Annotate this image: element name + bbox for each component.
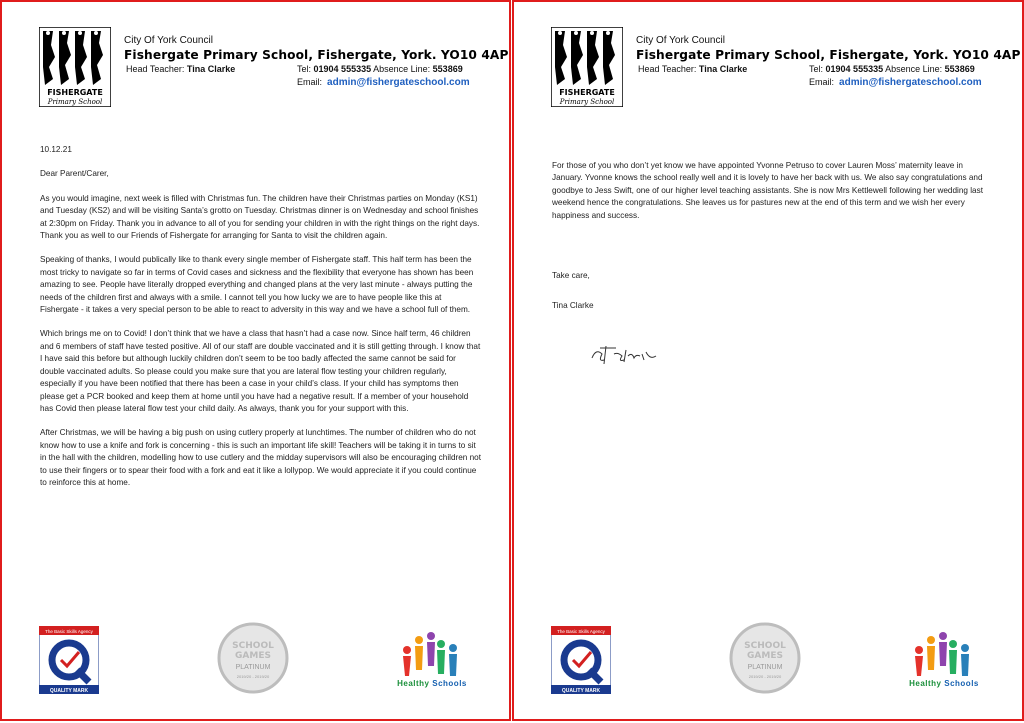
absence-label: Absence Line:	[885, 64, 943, 74]
tel-number: 01904 555335	[313, 64, 372, 74]
email-link[interactable]: admin@fishergateschool.com	[327, 77, 470, 88]
school-games-line1: SCHOOL	[744, 641, 786, 651]
school-games-platinum-logo-icon	[729, 622, 801, 694]
head-teacher-label: Head Teacher:	[638, 64, 697, 74]
svg-text:FISHERGATE: FISHERGATE	[47, 88, 103, 97]
quality-mark-bottom: QUALITY MARK	[49, 688, 89, 694]
schools-word: Schools	[944, 679, 979, 688]
signatory-name: Tina Clarke	[552, 301, 594, 311]
council-name: City Of York Council	[124, 35, 213, 46]
contact-row	[124, 64, 484, 76]
letter-body	[40, 144, 482, 501]
svg-text:FISHERGATE: FISHERGATE	[559, 88, 615, 97]
signature-icon	[588, 342, 668, 368]
signoff: Take care,	[552, 271, 590, 281]
tel-number: 01904 555335	[825, 64, 884, 74]
letter-page-1	[0, 0, 511, 721]
letter-date: 10.12.21	[40, 145, 72, 154]
quality-mark-bottom: QUALITY MARK	[561, 688, 601, 694]
school-games-line3: PLATINUM	[235, 664, 271, 671]
letter-body	[552, 160, 994, 317]
head-teacher	[126, 64, 235, 74]
svg-text:Primary School: Primary School	[47, 98, 103, 106]
school-games-line2: GAMES	[747, 651, 783, 661]
head-teacher-name: Tina Clarke	[186, 64, 236, 74]
school-logo-icon	[551, 27, 623, 107]
paragraph: After Christmas, we will be having a big push on using cutlery properly at lunchtimes. The number of children who do not know how to use a knife and fork is concerning - this is such an important life skill! Teachers will be taking it in turns to sit in the hall with the children, modelling how to use cutlery and the midday supervisors will also be encouraging children not to use their fingers or to spear their food with a fork and eat it like a lollypop. We would appreciate it if you could continue to reinforce this at home.	[40, 428, 482, 487]
email-label: Email:	[297, 77, 323, 87]
tel-label: Tel:	[809, 64, 824, 74]
head-teacher	[638, 64, 747, 74]
head-teacher-label: Head Teacher:	[126, 64, 185, 74]
healthy-schools-text	[387, 679, 477, 688]
school-games-platinum-logo-icon	[217, 622, 289, 694]
svg-text:Primary School: Primary School	[559, 98, 615, 106]
school-games-line2: GAMES	[235, 651, 271, 661]
email-row	[636, 77, 996, 88]
letterhead	[636, 35, 1021, 88]
phone-info	[809, 64, 975, 74]
school-logo-icon	[39, 27, 111, 107]
phone-info	[297, 64, 463, 74]
contact-row	[636, 64, 996, 76]
paragraph: Which brings me on to Covid! I don’t think that we have a class that hasn’t had a case now. Since half term, 46 children and 6 members of staff have tested positive. All of our staff are double vaccinated and it is still getting through. I know that I have said this before but although luckily children don’t seem to be too badly affected the same cannot be said for double vaccinated adults. So please could you make sure that you are lateral flow testing your children regularly, especially if you have been notified that there has been a case in your child’s class. If your child has symptoms then please get a PCR booked and keep them at home until you have had a negative result. If a member of your household has Covid then please lateral flow test your child daily. As always, thank you for your support with this.	[40, 329, 481, 413]
paragraph: For those of you who don’t yet know we have appointed Yvonne Petruso to cover Lauren Moss’ maternity leave in January. Yvonne knows the school really well and it is lovely to have her back with us. We also say congratulations and goodbye to Jess Swift, one of our higher level teaching assistants. She is now Mrs Kettlewell following her wedding last weekend hence the congratulations. She leaves us for pastures new at the end of this term and we wish her every happiness and success.	[552, 161, 983, 220]
head-teacher-name: Tina Clarke	[698, 64, 748, 74]
greeting: Dear Parent/Carer,	[40, 169, 109, 179]
paragraph: As you would imagine, next week is filled with Christmas fun. The children have their Christmas parties on Monday (KS1) and Tuesday (KS2) and will be visiting Santa’s grotto on Tuesday. Christmas dinner is on Wednesday and school finishes at 2:30pm on Friday. Thank you in advance to all of you for sending your children in with the right things on the right days. Thank you as well to our Friends of Fishergate for arranging for Santa to visit the children again.	[40, 193, 480, 241]
school-name: Fishergate Primary School, Fishergate, York. YO10 4AP	[124, 48, 509, 62]
healthy-schools-figures-icon	[899, 630, 989, 678]
healthy-schools-logo	[387, 630, 477, 692]
school-games-line3: PLATINUM	[747, 664, 783, 671]
school-games-line4: 2019/20 - 2019/20	[748, 674, 782, 679]
council-name: City Of York Council	[636, 35, 725, 46]
email-label: Email:	[809, 77, 835, 87]
absence-label: Absence Line:	[373, 64, 431, 74]
quality-mark-logo-icon	[39, 626, 99, 694]
school-games-line1: SCHOOL	[232, 641, 274, 651]
schools-word: Schools	[432, 679, 467, 688]
absence-number: 553869	[432, 64, 463, 74]
school-games-line4: 2019/20 - 2019/20	[236, 674, 270, 679]
quality-mark-logo-icon	[551, 626, 611, 694]
healthy-word: Healthy	[909, 679, 942, 688]
quality-mark-top: The Basic Skills Agency	[45, 629, 93, 634]
email-link[interactable]: admin@fishergateschool.com	[839, 77, 982, 88]
healthy-schools-figures-icon	[387, 630, 477, 678]
letterhead	[124, 35, 509, 88]
tel-label: Tel:	[297, 64, 312, 74]
healthy-schools-text	[899, 679, 989, 688]
healthy-schools-logo	[899, 630, 989, 692]
absence-number: 553869	[944, 64, 975, 74]
paragraph: Speaking of thanks, I would publically like to thank every single member of Fishergate staff. This half term has been the most tricky to navigate so far in terms of Covid cases and sickness and the flexibility that everyone has shown has been amazing to see. People have literally dropped everything and changed plans at the very last minute - always putting the needs of the children first and always with a smile. I cannot tell you how lucky we are to have people like this at Fishergate - it takes a very special person to be able to react to adversity in this way and we have a school full of them.	[40, 255, 474, 315]
healthy-word: Healthy	[397, 679, 430, 688]
school-name: Fishergate Primary School, Fishergate, York. YO10 4AP	[636, 48, 1021, 62]
quality-mark-top: The Basic Skills Agency	[557, 629, 605, 634]
letter-page-2	[512, 0, 1024, 721]
email-row	[124, 77, 484, 88]
